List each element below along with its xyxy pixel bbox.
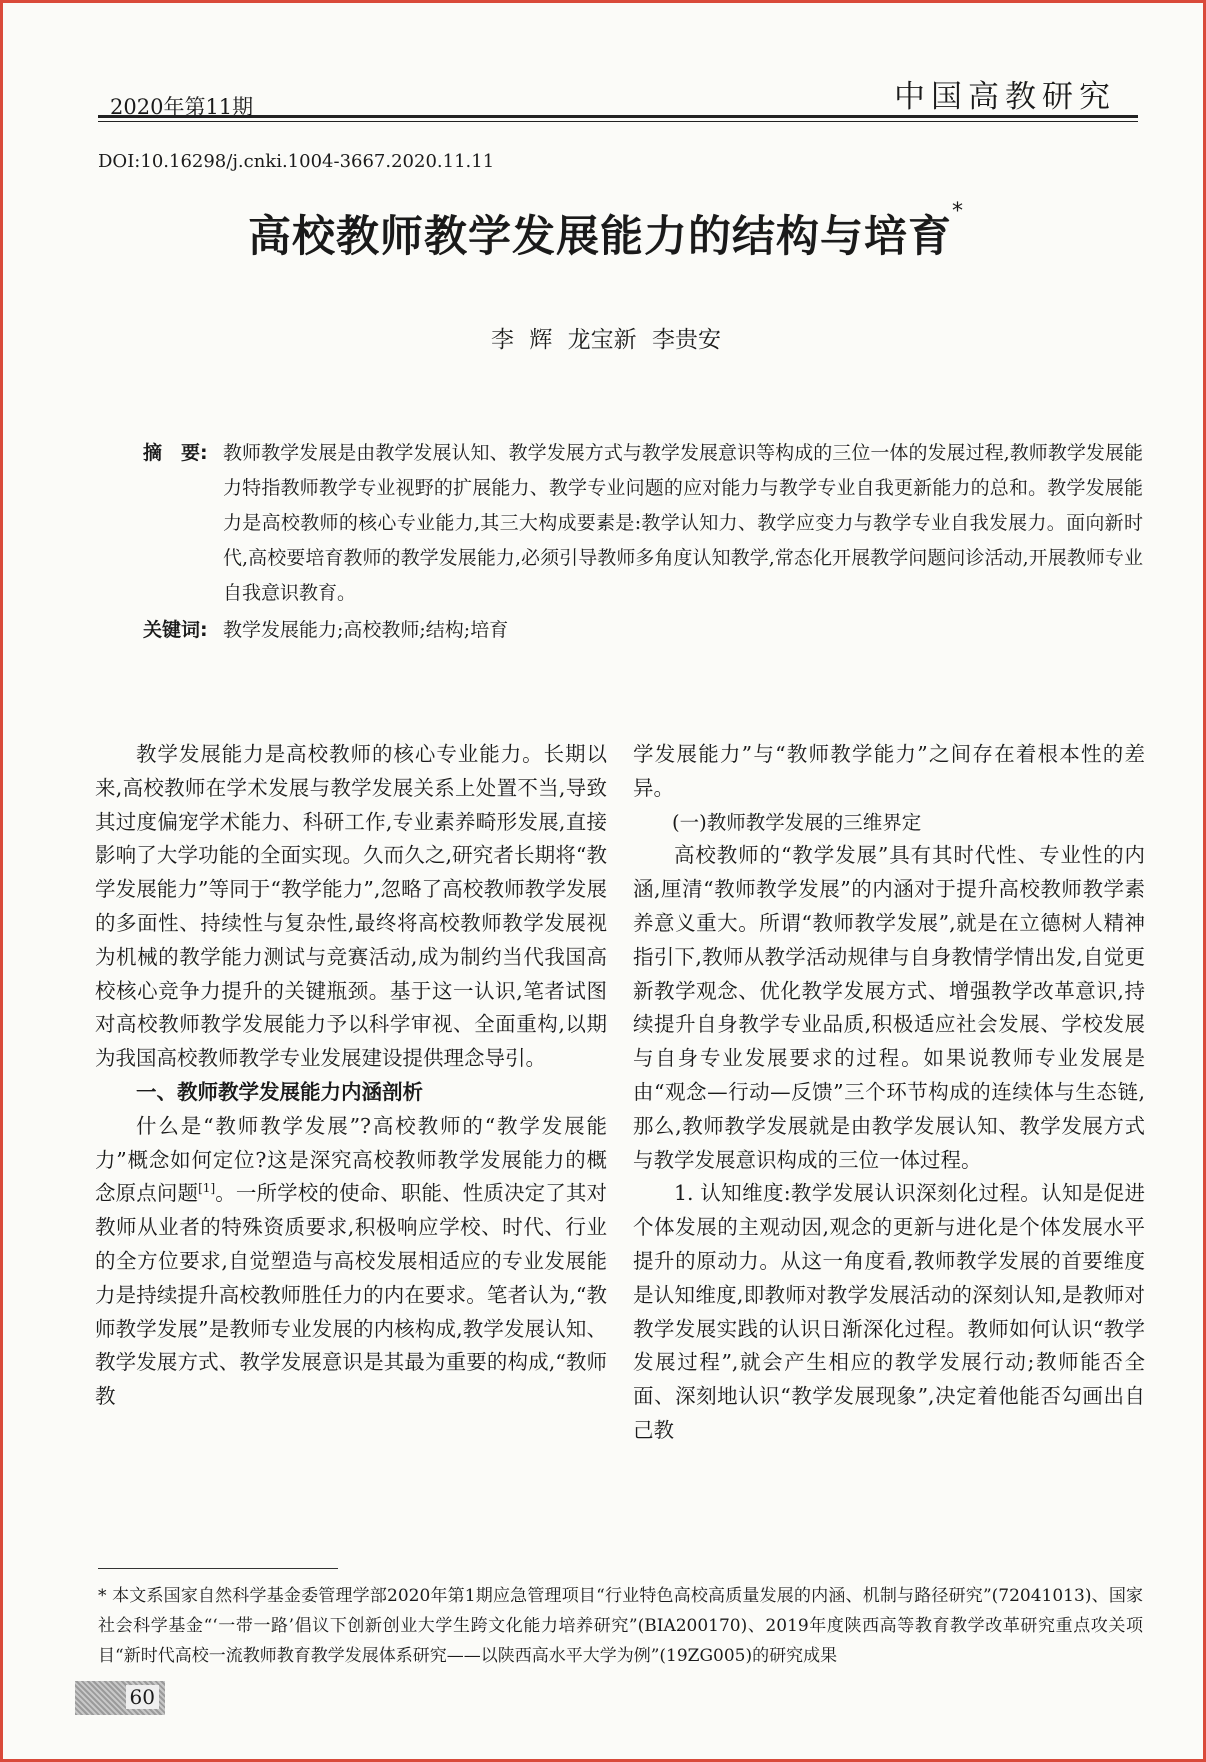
abstract	[143, 436, 1143, 611]
article-title-text: 高校教师教学发展能力的结构与培育	[248, 212, 952, 262]
title-footnote-mark: *	[952, 199, 964, 224]
body-column-right	[633, 738, 1145, 1448]
keywords-text: 教学发展能力;高校教师;结构;培育	[223, 619, 509, 641]
citation-ref[interactable]: [1]	[198, 1181, 216, 1196]
abstract-label: 摘 要:	[143, 442, 208, 464]
subsection-heading: (一)教师教学发展的三维界定	[672, 810, 922, 834]
footnote-rule	[98, 1568, 338, 1569]
journal-name: 中国高教研究	[894, 79, 1116, 115]
paragraph: 高校教师的“教学发展”具有其时代性、专业性的内涵,厘清“教师教学发展”的内涵对于提升高校教师教学素养意义重大。所谓“教师教学发展”,就是在立德树人精神指引下,教师从教学活动规律与自身教情学情出发,自觉更新教学观念、优化教学发展方式、增强教学改革意识,持续提升自身教学专业品质,积极适应社会发展、学校发展与自身专业发展要求的过程。如果说教师专业发展是由“观念—行动—反馈”三个环节构成的连续体与生态链,那么,教师教学发展就是由教学发展认知、教学发展方式与教学发展意识构成的三位一体过程。	[633, 843, 1145, 1172]
doi: DOI:10.16298/j.cnki.1004-3667.2020.11.11	[98, 151, 495, 172]
paragraph: 学发展能力”与“教师教学能力”之间存在着根本性的差异。	[633, 742, 1145, 800]
footnote: * 本文系国家自然科学基金委管理学部2020年第1期应急管理项目“行业特色高校高质量发展的内涵、机制与路径研究”(72041013)、国家社会科学基金“‘一带一路’倡议下创新创业大学生跨文化能力培养研究”(BIA200170)、2019年度陕西高等教育教学改革研究重点攻关项目“新时代高校一流教师教育教学发展体系研究——以陕西高水平大学为例”(19ZG005)的研究成果	[98, 1586, 1143, 1666]
authors: 李 辉 龙宝新 李贵安	[491, 327, 721, 353]
header-rule-thin	[98, 121, 1138, 122]
page-number: 60	[126, 1685, 159, 1709]
running-header	[98, 69, 1138, 119]
abstract-text: 教师教学发展是由教学发展认知、教学发展方式与教学发展意识等构成的三位一体的发展过程,教师教学发展能力特指教师教学专业视野的扩展能力、教学专业问题的应对能力与教学专业自我更新能力的总和。教学发展能力是高校教师的核心专业能力,其三大构成要素是:教学认知力、教学应变力与教学专业自我发展力。面向新时代,高校要培育教师的教学发展能力,必须引导教师多角度认知教学,常态化开展教学问题问诊活动,开展教师专业自我意识教育。	[223, 442, 1143, 604]
issue-label: 2020年第11期	[110, 95, 254, 119]
abstract-block	[143, 436, 1143, 648]
header-rule-thick	[98, 115, 1138, 118]
paragraph	[95, 1110, 607, 1414]
section-heading: 一、教师教学发展能力内涵剖析	[136, 1079, 423, 1104]
paragraph: 教学发展能力是高校教师的核心专业能力。长期以来,高校教师在学术发展与教学发展关系上处置不当,导致其过度偏宠学术能力、科研工作,专业素养畸形发展,直接影响了大学功能的全面实现。久而久之,研究者长期将“教学发展能力”等同于“教学能力”,忽略了高校教师教学发展的多面性、持续性与复杂性,最终将高校教师教学发展视为机械的教学能力测试与竞赛活动,成为制约当代我国高校核心竞争力提升的关键瓶颈。基于这一认识,笔者试图对高校教师教学发展能力予以科学审视、全面重构,以期为我国高校教师教学专业发展建设提供理念导引。	[95, 742, 607, 1071]
paragraph: 1. 认知维度:教学发展认识深刻化过程。认知是促进个体发展的主观动因,观念的更新与进化是个体发展水平提升的原动力。从这一角度看,教师教学发展的首要维度是认知维度,即教师对教学发展活动的深刻认知,是教师对教学发展实践的认识日渐深化过程。教师如何认识“教学发展过程”,就会产生相应的教学发展行动;教师能否全面、深刻地认识“教学发展现象”,决定着他能否勾画出自己教	[633, 1181, 1145, 1442]
body-column-left	[95, 738, 607, 1414]
paragraph-text: 。一所学校的使命、职能、性质决定了其对教师从业者的特殊资质要求,积极响应学校、时代、行业的全方位要求,自觉塑造与高校发展相适应的专业发展能力是持续提升高校教师胜任力的内在要求。笔者认为,“教师教学发展”是教师专业发展的内核构成,教学发展认知、教学发展方式、教学发展意识是其最为重要的构成,“教师教	[95, 1181, 607, 1409]
page-number-box	[75, 1681, 165, 1715]
keywords	[143, 613, 1143, 648]
keywords-label: 关键词:	[143, 619, 208, 641]
article-title	[3, 199, 1206, 264]
paragraph-text: 什么是“教师教学发展”?高校教师的“教学发展能力”概念如何定位?这是深究高校教师教学发展能力的概念原点问题	[95, 1113, 607, 1206]
